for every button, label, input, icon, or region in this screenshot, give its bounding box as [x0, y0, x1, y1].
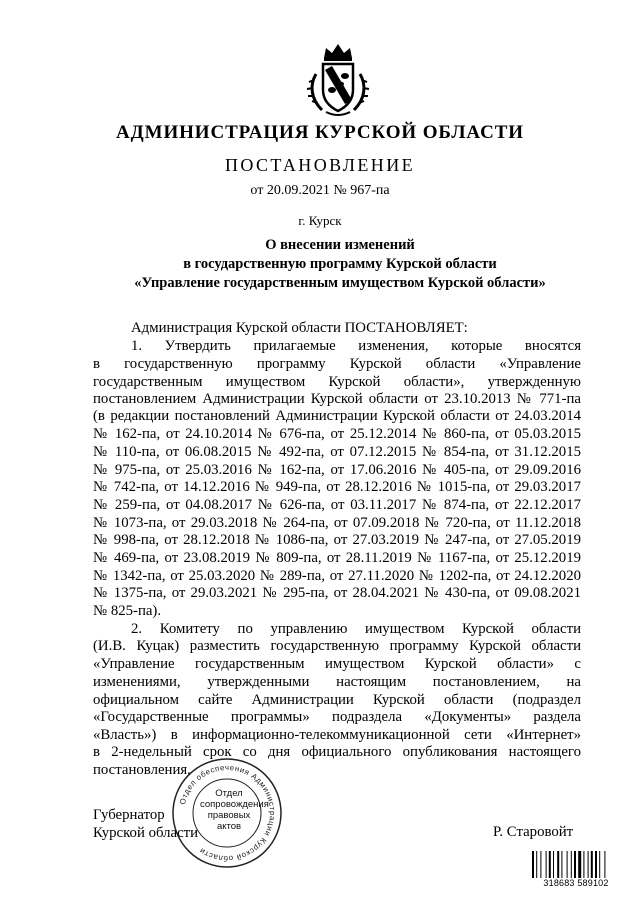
body-line: № 110-па, от 06.08.2015 № 492-па, от 07.12.2015 № 854-па, от 31.12.2015 — [93, 444, 581, 460]
barcode-bar — [588, 851, 589, 881]
stamp-center-line: актов — [216, 821, 242, 832]
body-line: № 825-па). — [93, 603, 162, 619]
body-line: № 1375-па, от 29.03.2021 № 295-па, от 28.04.2021 № 430-па, от 09.08.2021 — [93, 585, 581, 601]
barcode-bar — [540, 851, 541, 881]
body-line: 2. Комитету по управлению имуществом Курской области — [131, 621, 581, 637]
subject-line: О внесении изменений — [265, 237, 415, 253]
body-line: государственным имуществом Курской области», утвержденную — [93, 374, 581, 390]
body-line: № 975-па, от 25.03.2016 № 162-па, от 17.06.2016 № 405-па, от 29.09.2016 — [93, 462, 581, 478]
barcode-bar — [583, 851, 584, 881]
document-date-number: от 20.09.2021 № 967-па — [250, 183, 390, 198]
barcode-bar — [553, 851, 554, 881]
document-subject — [0, 236, 640, 293]
barcode-bar — [557, 851, 559, 881]
body-line: изменениями, утвержденными настоящим постановлением, на — [93, 674, 581, 690]
signatory-name: Р. Старовойт — [493, 824, 574, 840]
barcode-bar — [546, 851, 547, 881]
body-line: в государственную программу Курской области «Управление — [93, 356, 581, 372]
body-line: «Управление государственным имуществом Курской области» с — [93, 656, 581, 672]
body-line: в 2-недельный срок со дня официального опубликования настоящего — [93, 744, 581, 760]
body-line: 1. Утвердить прилагаемые изменения, которые вносятся — [131, 338, 581, 354]
body-line: № 259-па, от 04.08.2017 № 626-па, от 03.11.2017 № 874-па, от 22.12.2017 — [93, 497, 581, 513]
subject-line: в государственную программу Курской области — [183, 256, 497, 272]
subject-line: «Управление государственным имуществом Курской области» — [134, 275, 546, 291]
organization-title: АДМИНИСТРАЦИЯ КУРСКОЙ ОБЛАСТИ — [116, 122, 524, 143]
barcode-bar — [549, 851, 551, 881]
barcode-bar — [561, 851, 562, 881]
body-line: (И.В. Куцак) разместить государственную программу Курской области — [93, 638, 581, 654]
barcode-bar — [591, 851, 593, 881]
body-line: официальном сайте Администрации Курской области (подраздел — [93, 692, 581, 708]
barcode-bar — [595, 851, 597, 881]
stamp-center-line: правовых — [207, 810, 251, 821]
barcode-bar — [536, 851, 537, 881]
body-line: «Государственные программы» подраздела «Документы» раздела — [93, 709, 581, 725]
stamp-center-line: Отдел — [215, 788, 243, 799]
stamp-ring-text: Отдел обеспечения Администрации Курской области — [177, 762, 278, 864]
barcode-bar — [532, 851, 534, 881]
barcode-bar — [567, 851, 568, 881]
document-type: ПОСТАНОВЛЕНИЕ — [224, 155, 416, 175]
body-line: № 998-па, от 28.12.2018 № 1086-па, от 27.03.2019 № 247-па, от 27.05.2019 — [93, 532, 581, 548]
barcode-bar — [574, 851, 576, 881]
signature-title-line: Губернатор — [93, 807, 165, 823]
document-city: г. Курск — [298, 213, 342, 228]
barcode-bar — [604, 851, 605, 881]
body-line: (в редакции постановлений Администрации Курской области от 24.03.2014 — [93, 408, 581, 424]
signature-title-line: Курской области — [93, 825, 199, 841]
body-line: № 1073-па, от 29.03.2018 № 264-па, от 07.09.2018 № 720-па, от 11.12.2018 — [93, 515, 581, 531]
barcode-number: 318683 589102 — [531, 878, 621, 888]
body-line: № 162-па, от 24.10.2014 № 676-па, от 25.12.2014 № 860-па, от 05.03.2015 — [93, 426, 581, 442]
body-line: постановления. — [93, 762, 191, 778]
body-line: Администрация Курской области ПОСТАНОВЛЯЕТ: — [131, 320, 468, 336]
stamp-center-line: сопровождения — [200, 799, 269, 810]
kursk-coat-of-arms-icon — [302, 40, 374, 118]
body-line: № 1342-па, от 25.03.2020 № 289-па, от 27.11.2020 № 1202-па, от 24.12.2020 — [93, 568, 581, 584]
body-line: «Власть») в информационно-телекоммуникационной сети «Интернет» — [93, 727, 581, 743]
barcode-bar — [571, 851, 572, 881]
body-line: постановлением Администрации Курской области от 23.10.2013 № 771-па — [93, 391, 581, 407]
body-line: № 742-па, от 14.12.2016 № 949-па, от 28.12.2016 № 1015-па, от 29.03.2017 — [93, 479, 581, 495]
barcode-bar — [599, 851, 600, 881]
barcode-bar — [578, 851, 581, 881]
body-line: № 469-па, от 23.08.2019 № 809-па, от 28.11.2019 № 1167-па, от 25.12.2019 — [93, 550, 581, 566]
